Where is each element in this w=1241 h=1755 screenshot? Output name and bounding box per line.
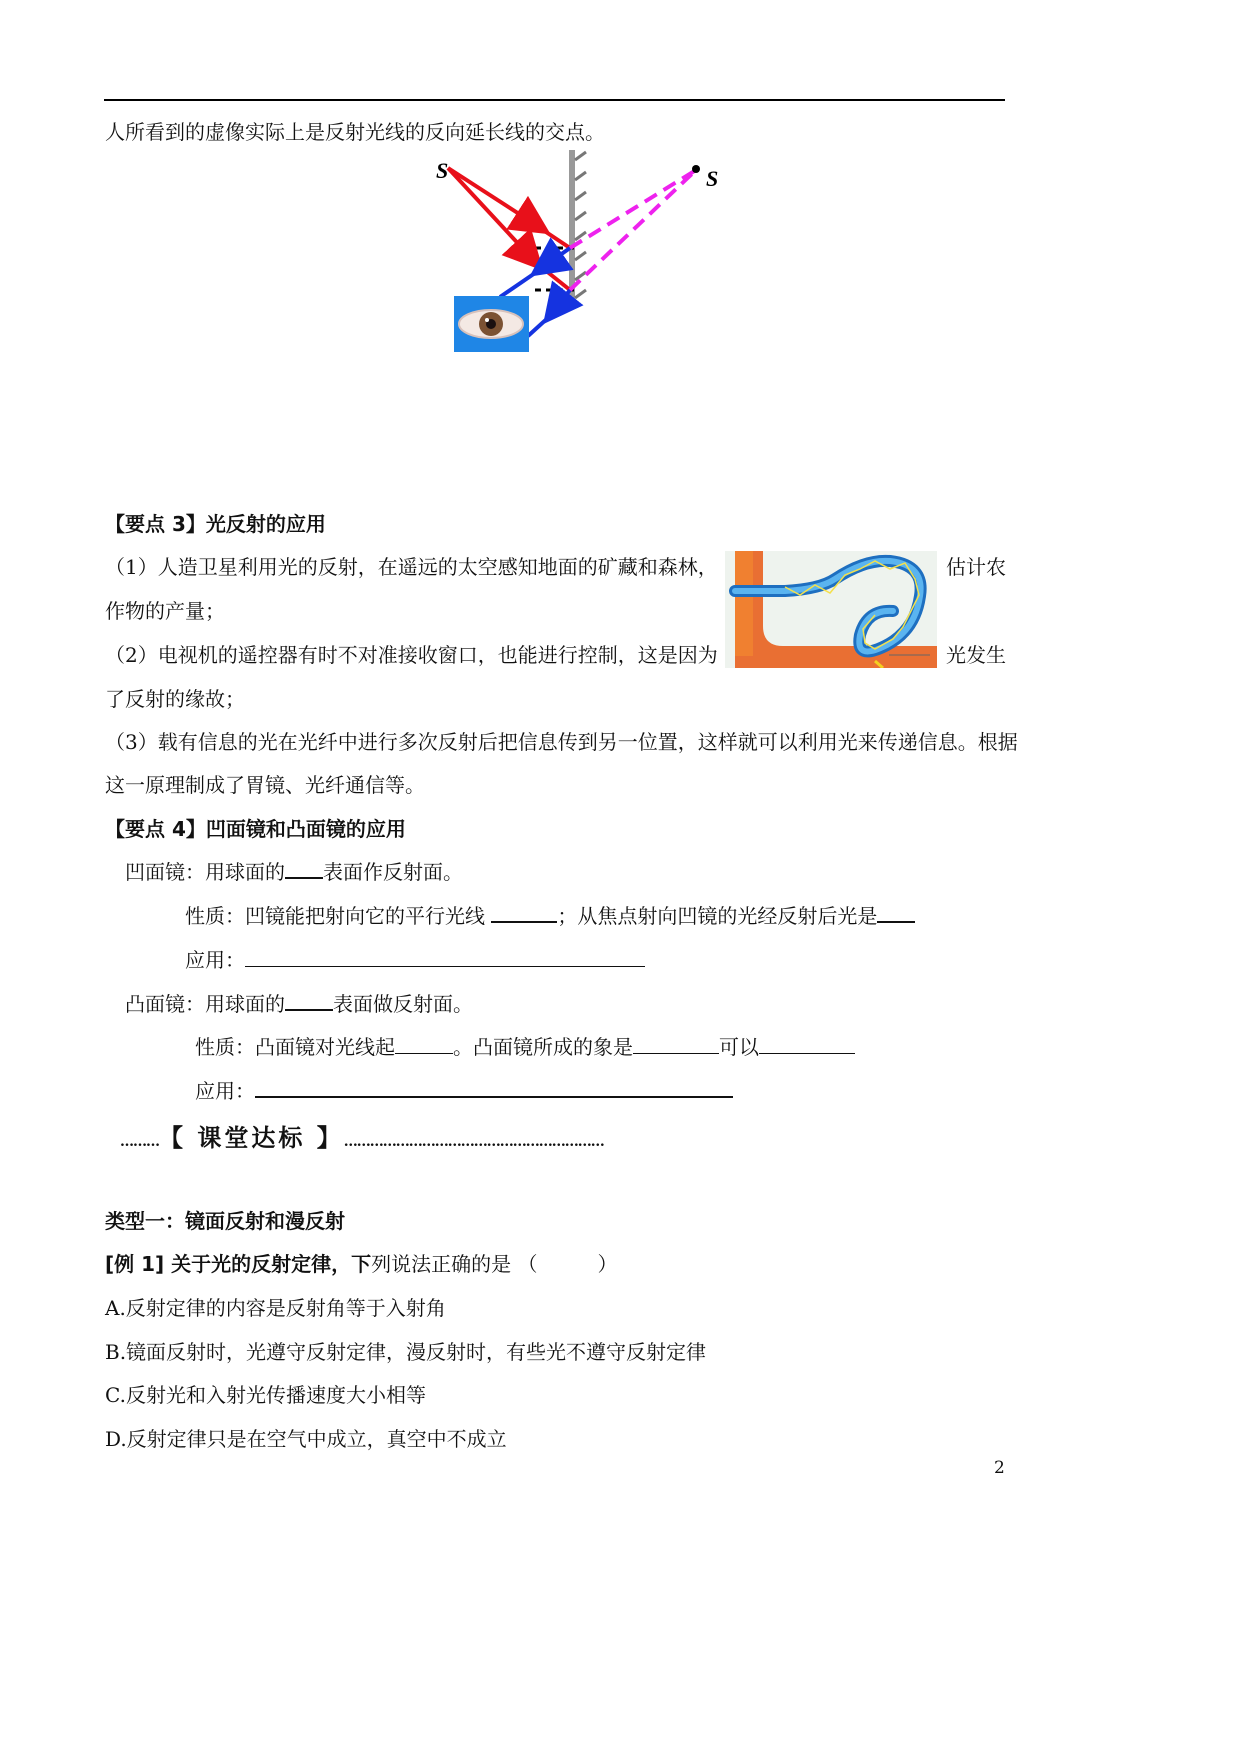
point3-item2-a: （2）电视机的遥控器有时不对准接收窗口，也能进行控制，这是因为 [105,643,718,667]
convex-text-a: 凸面镜：用球面的 [125,992,285,1016]
convex-text-b: 表面做反射面。 [333,992,473,1016]
optical-fiber-image [725,551,937,668]
example1-question [105,1248,617,1277]
incident-ray-2-cont [535,262,570,290]
mirror [569,150,575,300]
type1-heading: 类型一：镜面反射和漫反射 [105,1209,345,1233]
concave-line [125,856,463,885]
banner-dots-left: ……… [120,1134,159,1150]
convex-line [125,988,473,1017]
convex-property-line [195,1031,855,1060]
reflected-ray-1-cont [500,271,538,297]
point3-item2-b: 光发生 [946,643,1006,667]
convex-prop-text-c: 可以 [719,1035,759,1059]
point3-item1-c: 作物的产量； [105,599,225,623]
banner-title: 【 课堂达标 】 [159,1123,344,1152]
convex-app-text: 应用： [195,1079,255,1103]
banner-dots-right: …………………………………………………… [343,1134,604,1150]
concave-property-line [185,900,915,929]
image-label: S [706,166,719,191]
concave-application-line [185,944,645,973]
point3-item3-a: （3）载有信息的光在光纤中进行多次反射后把信息传到另一位置，这样就可以利用光来传递信息。根据 [105,730,1018,754]
source-label: S [436,158,449,183]
virtual-extension-1 [570,170,696,248]
intro-text: 人所看到的虚像实际上是反射光线的反向延长线的交点。 [105,120,605,144]
concave-prop-text-a: 性质：凹镜能把射向它的平行光线 [185,904,485,928]
convex-blank[interactable] [285,989,333,1011]
header-rule [104,99,1005,101]
concave-app-blank[interactable] [245,946,645,967]
reflected-ray-2-cont [528,316,550,336]
point3-item2-c: 了反射的缘故； [105,687,245,711]
page-number: 2 [994,1458,1005,1478]
point3-item1-b: 估计农 [946,555,1006,579]
option-c: C.反射光和入射光传播速度大小相等 [105,1383,426,1407]
convex-prop-blank-1[interactable] [395,1033,453,1054]
option-a: A.反射定律的内容是反射角等于入射角 [105,1296,446,1320]
convex-application-line [195,1075,733,1104]
concave-app-text: 应用： [185,948,245,972]
example1-question-bold: [例 1] 关于光的反射定律，下 [105,1252,372,1276]
option-b: B.镜面反射时，光遵守反射定律，漫反射时，有些光不遵守反射定律 [105,1340,707,1364]
concave-prop-blank-1[interactable] [491,901,557,923]
reflected-ray-2 [548,290,570,318]
point3-heading: 【要点 3】光反射的应用 [105,512,326,536]
concave-prop-text-b: ；从焦点射向凹镜的光经反射后光是 [557,904,878,928]
classroom-banner [120,1118,604,1153]
point3-item3-b: 这一原理制成了胃镜、光纤通信等。 [105,773,425,797]
convex-app-blank[interactable] [255,1076,733,1098]
point3-item1-a: （1）人造卫星利用光的反射，在遥远的太空感知地面的矿藏和森林， [105,555,718,579]
convex-prop-text-b: 。凸面镜所成的象是 [453,1035,633,1059]
mirror-hatching [575,152,586,298]
virtual-image-point [692,165,700,173]
incident-ray-1-cont [540,228,570,248]
reflected-ray-1 [536,248,570,272]
convex-prop-blank-2[interactable] [633,1033,719,1054]
eye-icon [459,310,523,338]
reflection-diagram [420,140,740,360]
example1-question-rest: 列说法正确的是 （ ） [371,1252,618,1276]
point4-heading: 【要点 4】凹面镜和凸面镜的应用 [105,817,406,841]
concave-blank[interactable] [285,857,323,879]
concave-prop-blank-2[interactable] [877,901,915,923]
convex-prop-text-a: 性质：凸面镜对光线起 [195,1035,395,1059]
option-d: D.反射定律只是在空气中成立，真空中不成立 [105,1427,507,1451]
convex-prop-blank-3[interactable] [759,1033,855,1054]
virtual-extension-2 [570,170,696,290]
concave-text-b: 表面作反射面。 [323,860,463,884]
concave-text-a: 凹面镜：用球面的 [125,860,285,884]
